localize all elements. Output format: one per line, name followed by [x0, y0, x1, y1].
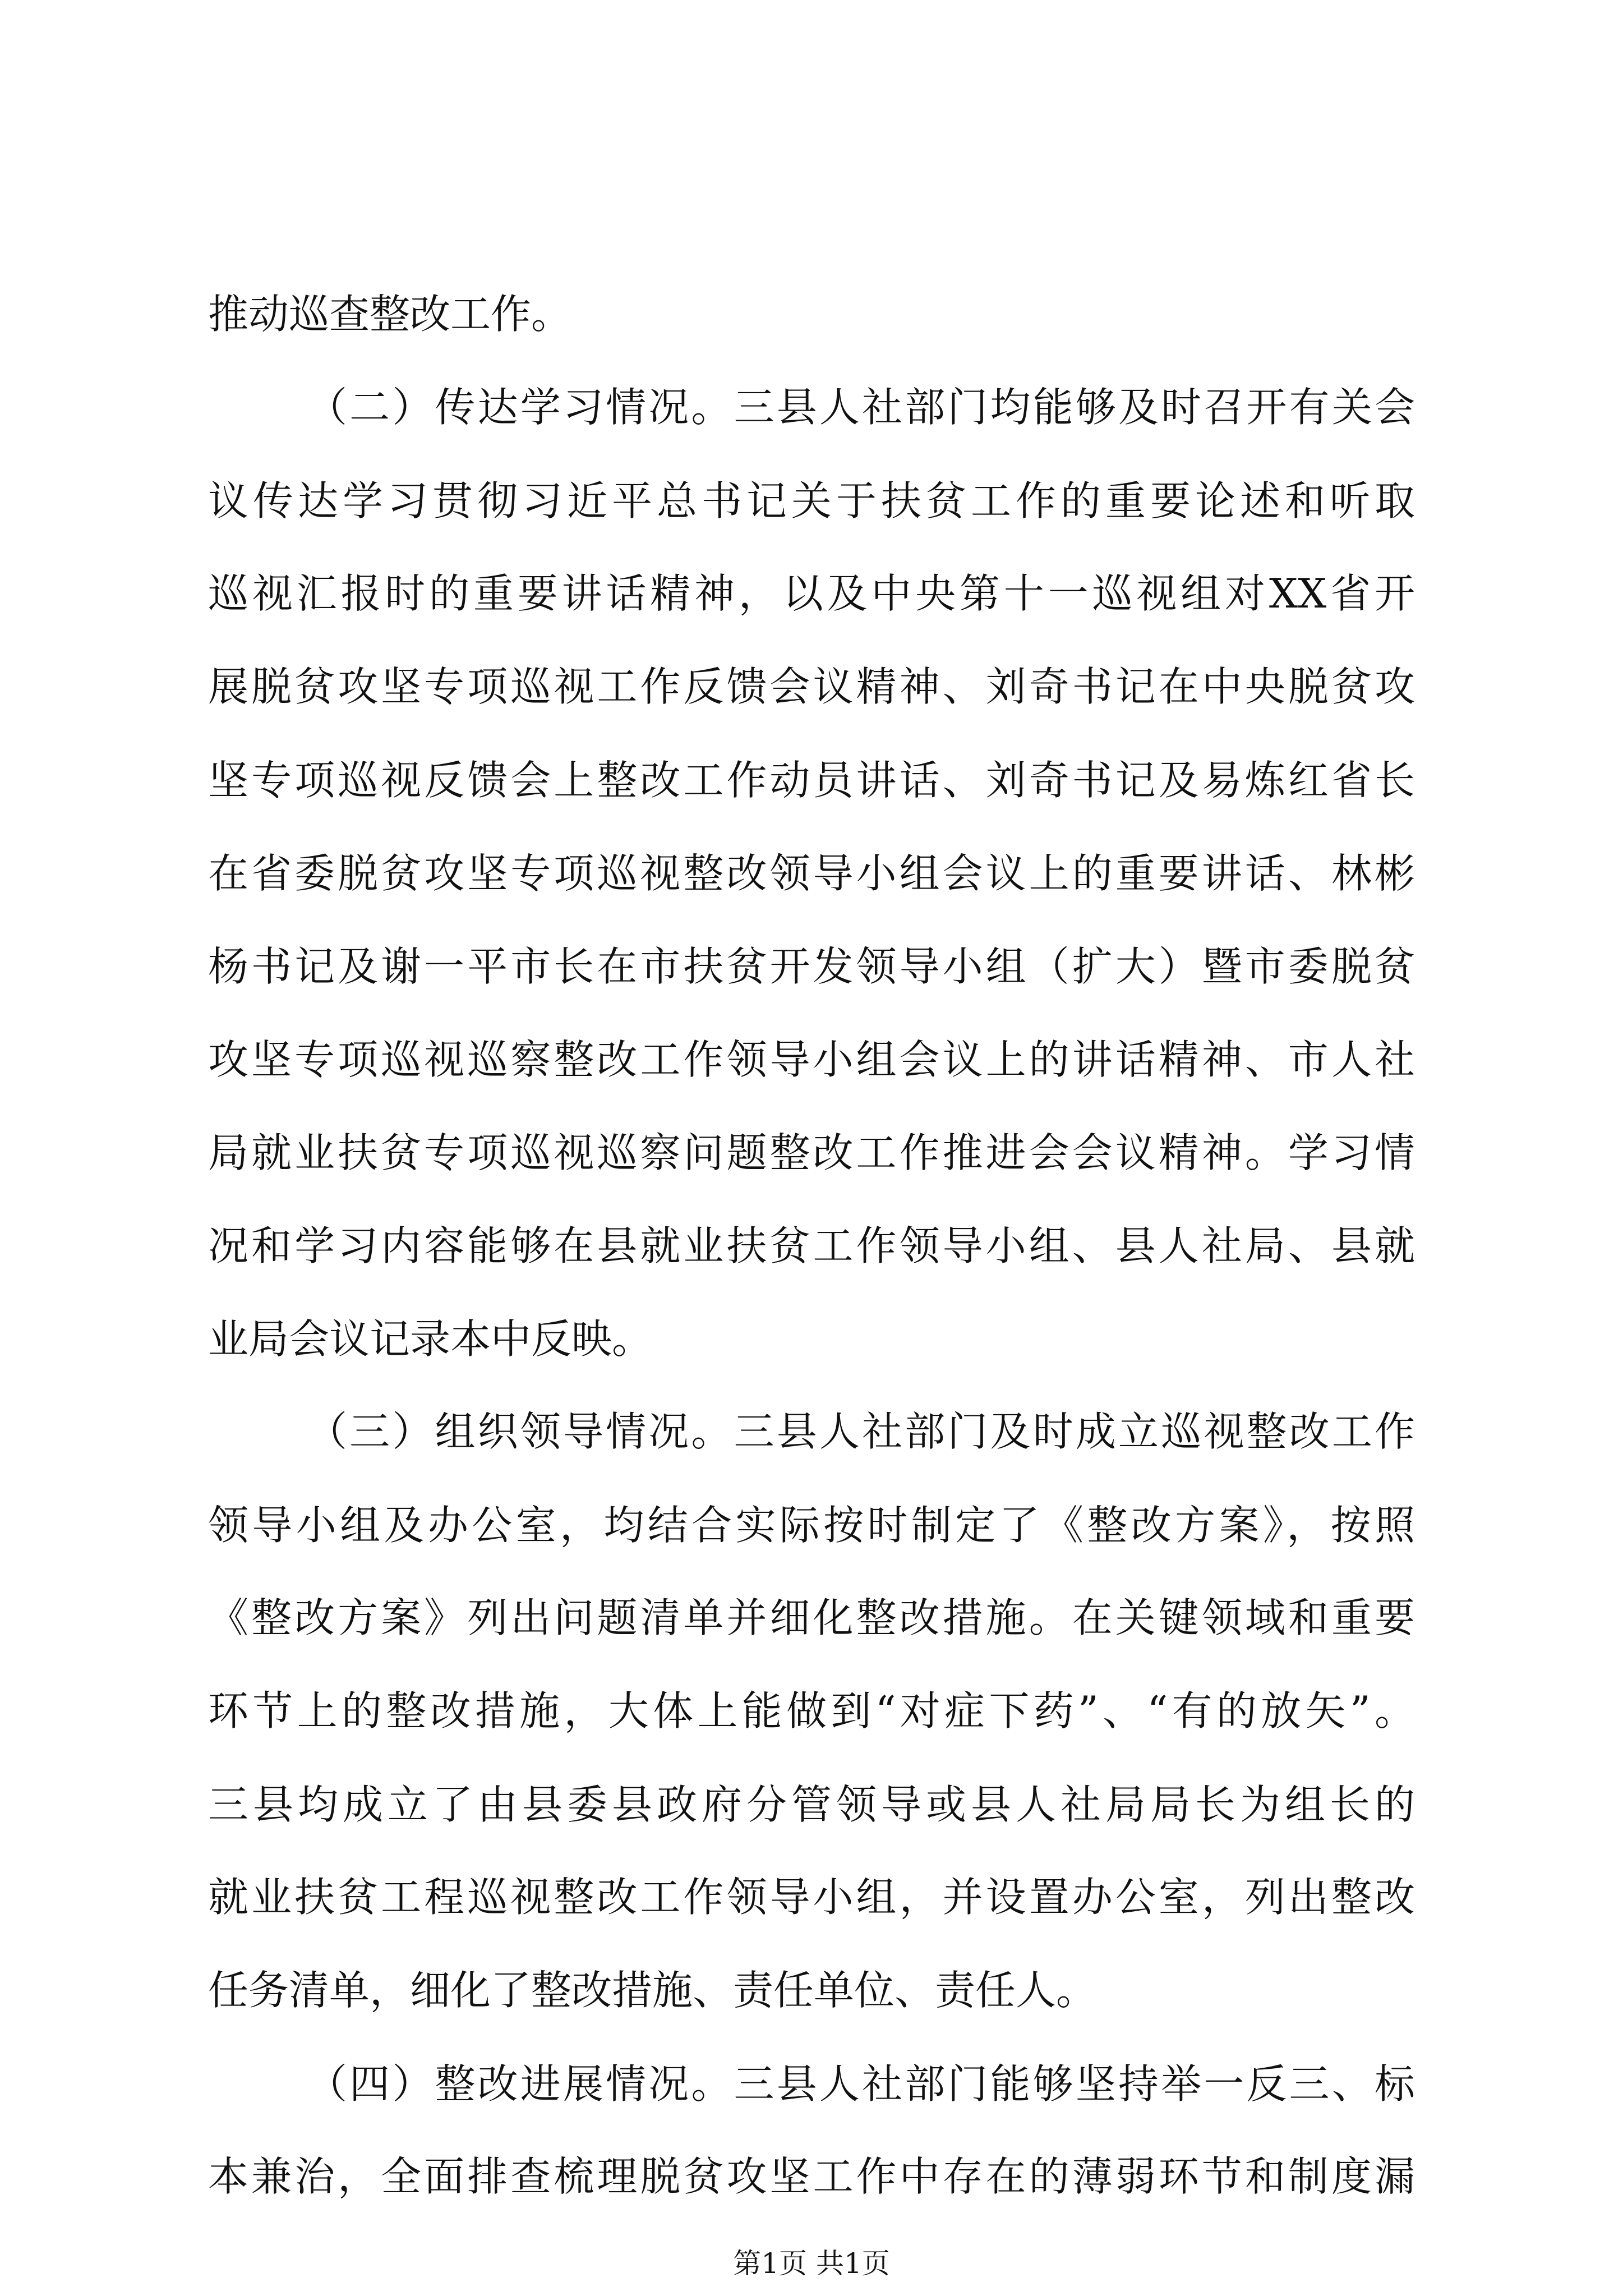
text-line: （四）整改进展情况。三县人社部门能够坚持举一反三、标: [307, 2060, 1415, 2108]
text-line: 领导小组及办公室，均结合实际按时制定了《整改方案》，按照: [208, 1502, 1415, 1549]
text-line: 攻坚专项巡视巡察整改工作领导小组会议上的讲话精神、市人社: [208, 1036, 1415, 1083]
text-line: 任务清单，细化了整改措施、责任单位、责任人。: [208, 1967, 1097, 2014]
text-line: 三县均成立了由县委县政府分管领导或县人社局局长为组长的: [208, 1781, 1415, 1828]
text-line: 议传达学习贯彻习近平总书记关于扶贫工作的重要论述和听取: [208, 477, 1415, 524]
text-line: 况和学习内容能够在县就业扶贫工作领导小组、县人社局、县就: [208, 1222, 1415, 1269]
text-line: 推动巡查整改工作。: [208, 291, 572, 338]
text-line: 杨书记及谢一平市长在市扶贫开发领导小组（扩大）暨市委脱贫: [208, 943, 1415, 990]
text-line: 展脱贫攻坚专项巡视工作反馈会议精神、刘奇书记在中央脱贫攻: [208, 663, 1415, 710]
text-line: 业局会议记录本中反映。: [208, 1315, 653, 1363]
text-line: 局就业扶贫专项巡视巡察问题整改工作推进会会议精神。学习情: [208, 1129, 1415, 1176]
text-line: 坚专项巡视反馈会上整改工作动员讲话、刘奇书记及易炼红省长: [208, 757, 1415, 804]
text-line: 在省委脱贫攻坚专项巡视整改领导小组会议上的重要讲话、林彬: [208, 850, 1415, 897]
text-line: （二）传达学习情况。三县人社部门均能够及时召开有关会: [307, 384, 1415, 431]
text-line: 本兼治，全面排查梳理脱贫攻坚工作中存在的薄弱环节和制度漏: [208, 2153, 1415, 2200]
text-line: （三）组织领导情况。三县人社部门及时成立巡视整改工作: [307, 1408, 1415, 1455]
page-footer: 第1页 共1页: [733, 2247, 890, 2280]
text-line: 就业扶贫工程巡视整改工作领导小组，并设置办公室，列出整改: [208, 1874, 1415, 1921]
text-line: 环节上的整改措施，大体上能做到“对症下药”、“有的放矢”。: [208, 1687, 1415, 1734]
text-line: 《整改方案》列出问题清单并细化整改措施。在关键领域和重要: [208, 1594, 1415, 1641]
text-line: 巡视汇报时的重要讲话精神，以及中央第十一巡视组对XX省开: [208, 570, 1415, 617]
